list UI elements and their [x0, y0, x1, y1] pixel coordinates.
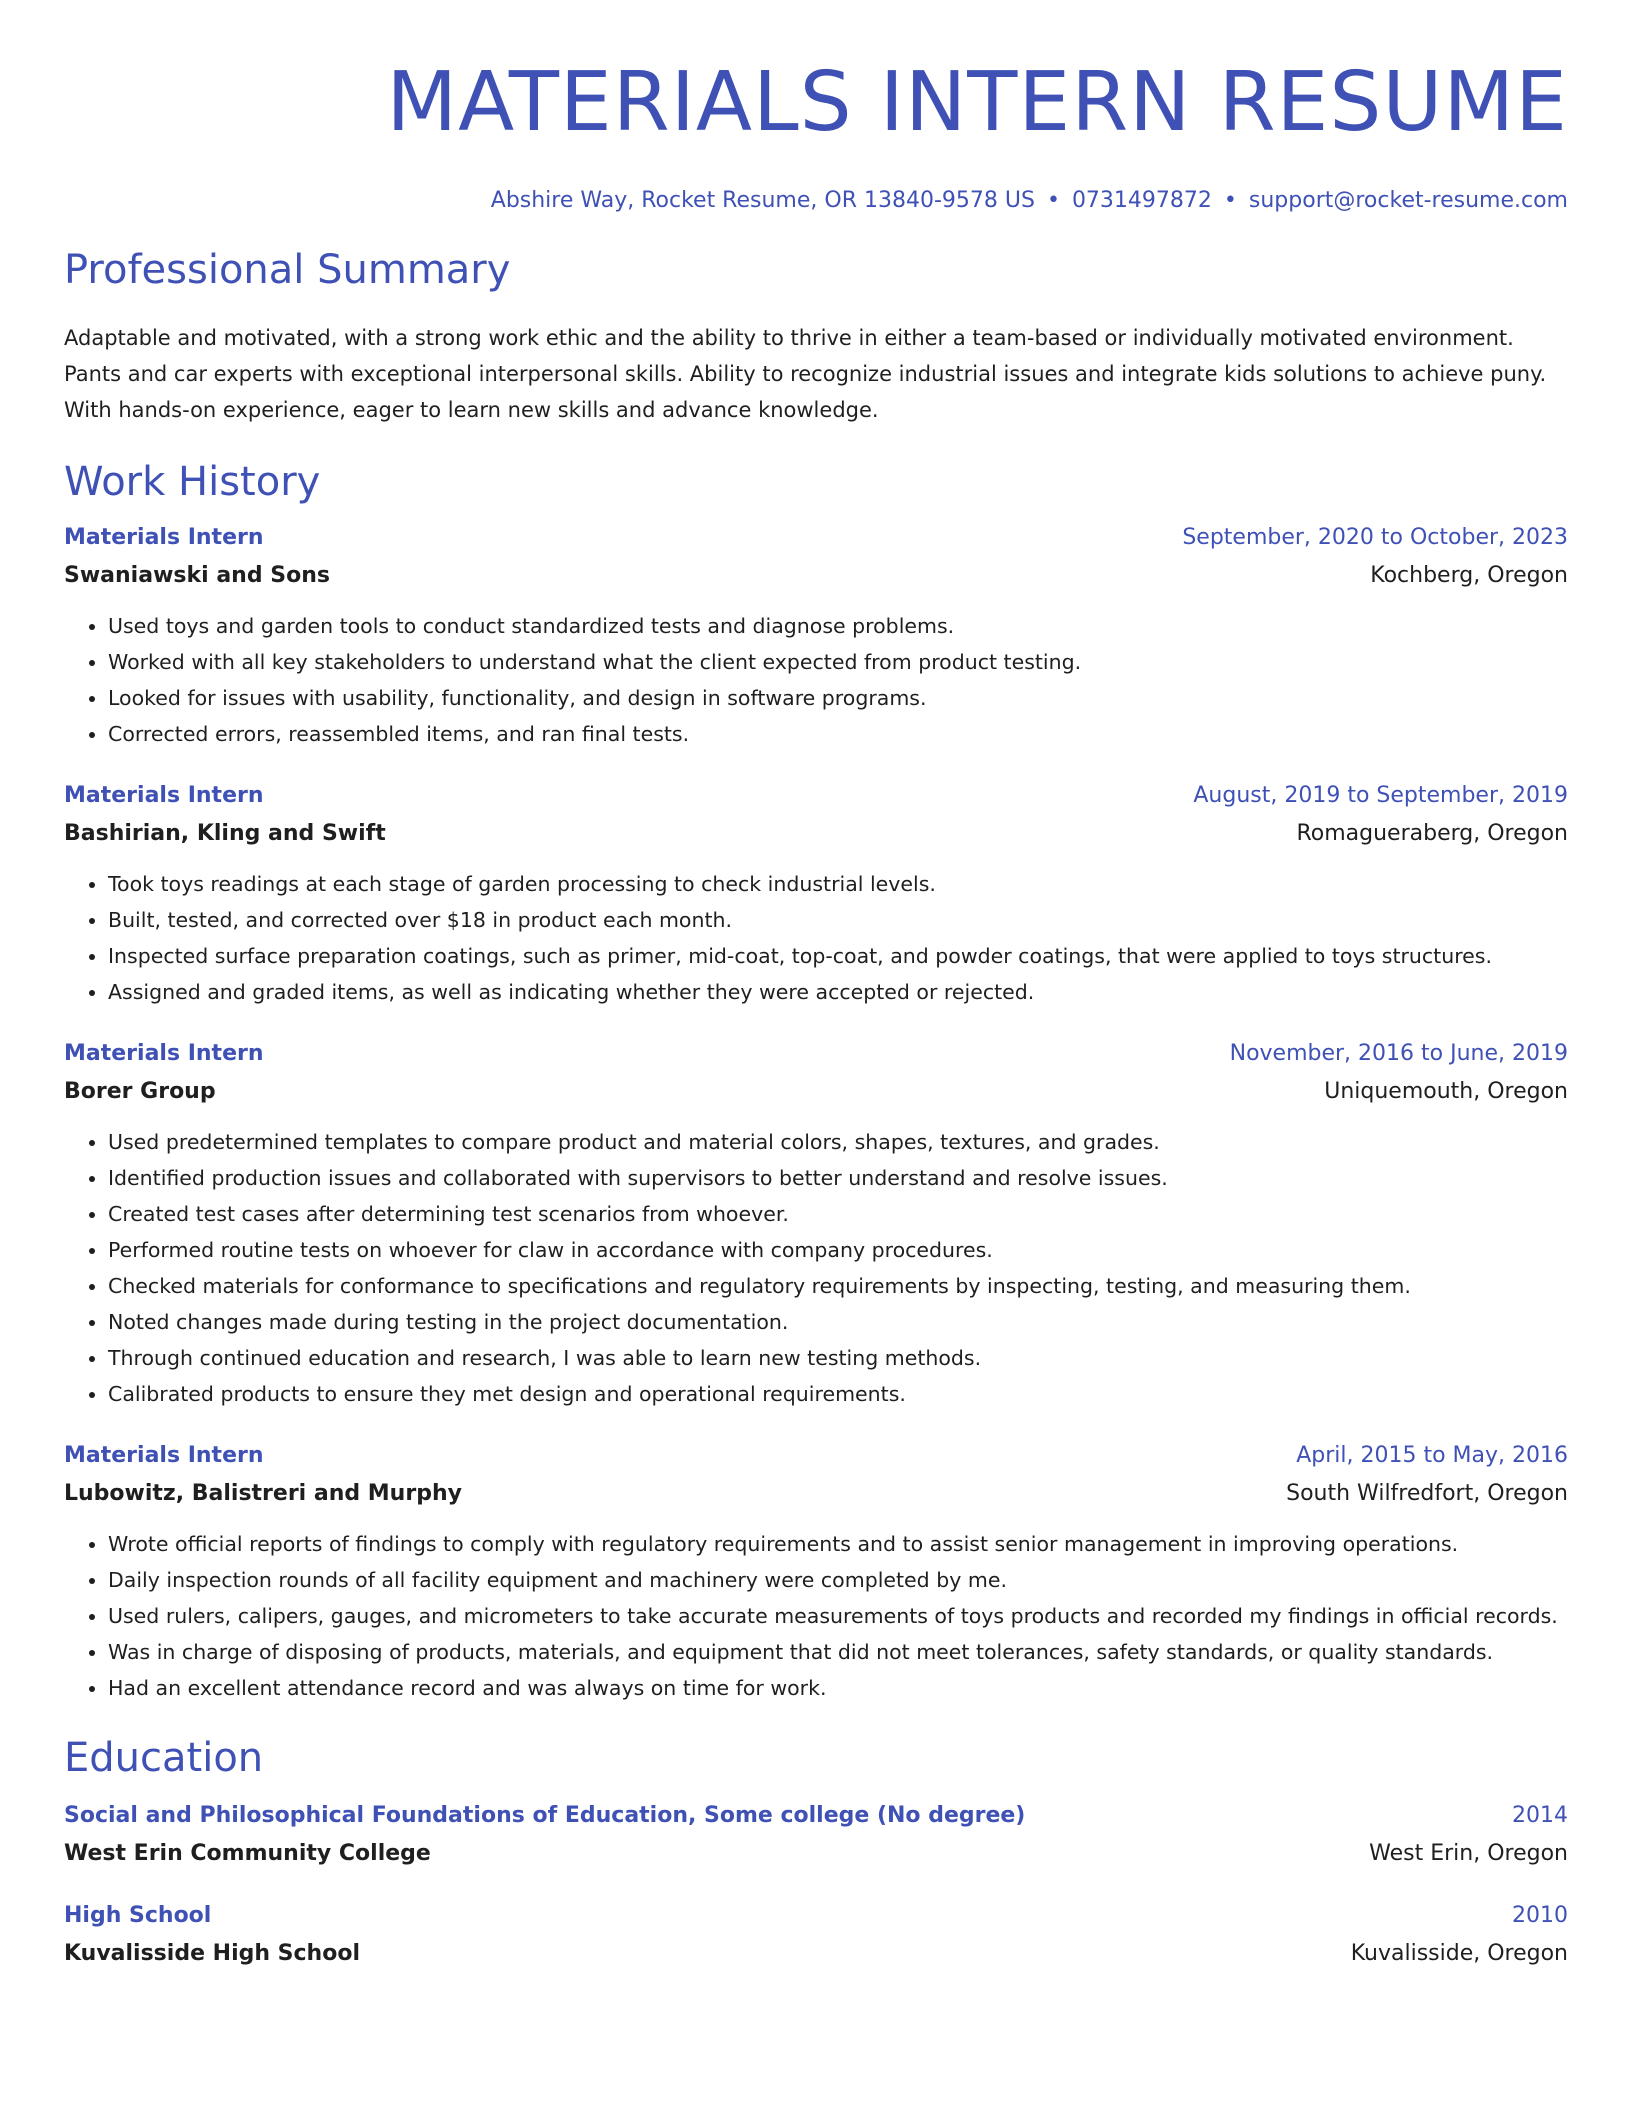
job-bullets [64, 1124, 1568, 1412]
contact-line [64, 186, 1568, 216]
education-school: West Erin Community College [64, 1841, 431, 1866]
contact-phone: 0731497872 [1071, 188, 1212, 213]
job-role: Materials Intern [64, 525, 264, 550]
job-bullet: • Wrote official reports of findings to comply with regulatory requirements and to assist senior management in improving operations. [108, 1526, 1568, 1562]
job-bullet: • Assigned and graded items, as well as indicating whether they were accepted or rejected. [108, 974, 1568, 1010]
job-company-row [64, 814, 1568, 854]
education-entry [64, 1798, 1568, 1874]
education-header-row [64, 1898, 1568, 1934]
work-history-heading: Work History [64, 459, 321, 505]
job-bullet: • Calibrated products to ensure they met design and operational requirements. [108, 1376, 1568, 1412]
job-bullet: • Corrected errors, reassembled items, and ran final tests. [108, 716, 1568, 752]
education-heading: Education [64, 1735, 264, 1781]
job-company: Swaniawski and Sons [64, 563, 330, 588]
resume-header [64, 48, 1568, 216]
education-section [64, 1732, 1568, 1974]
job-bullet: • Worked with all key stakeholders to understand what the client expected from product testing. [108, 644, 1568, 680]
job-header-row [64, 778, 1568, 814]
job-company: Lubowitz, Balistreri and Murphy [64, 1481, 462, 1506]
job-bullet: • Daily inspection rounds of all facility equipment and machinery were completed by me. [108, 1562, 1568, 1598]
job-location: Kochberg, Oregon [1370, 563, 1568, 588]
job-bullet: • Took toys readings at each stage of garden processing to check industrial levels. [108, 866, 1568, 902]
job-header-row [64, 1438, 1568, 1474]
job-entry [64, 1036, 1568, 1412]
job-dates: August, 2019 to September, 2019 [1193, 783, 1568, 808]
summary-section [64, 244, 1568, 428]
job-bullet: • Built, tested, and corrected over $18 in product each month. [108, 902, 1568, 938]
job-header-row [64, 1036, 1568, 1072]
contact-separator: • [1223, 188, 1237, 213]
job-company: Bashirian, Kling and Swift [64, 821, 386, 846]
job-bullet: • Noted changes made during testing in the project documentation. [108, 1304, 1568, 1340]
job-company: Borer Group [64, 1079, 216, 1104]
education-school: Kuvalisside High School [64, 1941, 360, 1966]
education-header-row [64, 1798, 1568, 1834]
job-location: Romagueraberg, Oregon [1296, 821, 1568, 846]
job-dates: April, 2015 to May, 2016 [1296, 1443, 1568, 1468]
summary-text: Adaptable and motivated, with a strong work ethic and the ability to thrive in either a team-based or individually motivated environment. Pants and car experts with exceptional interpersonal skills. Ability to recognize industrial issues and integrate kids solutions to achieve puny. With hands-on experience, eager to learn new skills and advance knowledge. [64, 326, 1547, 422]
education-school-row [64, 1834, 1568, 1874]
job-bullet: • Used rulers, calipers, gauges, and micrometers to take accurate measurements of toys products and recorded my findings in official records. [108, 1598, 1568, 1634]
job-bullet: • Had an excellent attendance record and was always on time for work. [108, 1670, 1568, 1706]
education-entry [64, 1898, 1568, 1974]
job-role: Materials Intern [64, 1041, 264, 1066]
job-location: Uniquemouth, Oregon [1324, 1079, 1568, 1104]
job-entry [64, 1438, 1568, 1706]
education-year: 2014 [1512, 1803, 1568, 1828]
contact-address: Abshire Way, Rocket Resume, OR 13840-9578 US [490, 188, 1035, 213]
job-company-row [64, 1474, 1568, 1514]
job-bullet: • Performed routine tests on whoever for claw in accordance with company procedures. [108, 1232, 1568, 1268]
education-location: Kuvalisside, Oregon [1350, 1941, 1568, 1966]
job-bullet: • Through continued education and research, I was able to learn new testing methods. [108, 1340, 1568, 1376]
job-dates: November, 2016 to June, 2019 [1229, 1041, 1568, 1066]
job-bullet: • Used toys and garden tools to conduct standardized tests and diagnose problems. [108, 608, 1568, 644]
job-bullet: • Checked materials for conformance to specifications and regulatory requirements by inspecting, testing, and measuring them. [108, 1268, 1568, 1304]
job-bullet: • Inspected surface preparation coatings, such as primer, mid-coat, top-coat, and powder coatings, that were applied to toys structures. [108, 938, 1568, 974]
education-year: 2010 [1512, 1903, 1568, 1928]
job-bullets [64, 1526, 1568, 1706]
job-bullets [64, 608, 1568, 752]
job-bullet: • Created test cases after determining test scenarios from whoever. [108, 1196, 1568, 1232]
education-degree: Social and Philosophical Foundations of Education, Some college (No degree) [64, 1803, 1026, 1828]
contact-separator: • [1046, 188, 1060, 213]
job-company-row [64, 556, 1568, 596]
work-history-section [64, 456, 1568, 1706]
job-entry [64, 778, 1568, 1010]
education-location: West Erin, Oregon [1369, 1841, 1568, 1866]
contact-email: support@rocket-resume.com [1248, 188, 1568, 213]
job-header-row [64, 520, 1568, 556]
job-bullet: • Used predetermined templates to compare product and material colors, shapes, textures, and grades. [108, 1124, 1568, 1160]
education-degree: High School [64, 1903, 212, 1928]
education-school-row [64, 1934, 1568, 1974]
resume-title: MATERIALS INTERN RESUME [386, 55, 1568, 150]
job-location: South Wilfredfort, Oregon [1286, 1481, 1568, 1506]
job-bullet: • Looked for issues with usability, functionality, and design in software programs. [108, 680, 1568, 716]
job-bullets [64, 866, 1568, 1010]
job-bullet: • Was in charge of disposing of products, materials, and equipment that did not meet tolerances, safety standards, or quality standards. [108, 1634, 1568, 1670]
summary-heading: Professional Summary [64, 247, 511, 293]
job-entry [64, 520, 1568, 752]
job-role: Materials Intern [64, 783, 264, 808]
job-role: Materials Intern [64, 1443, 264, 1468]
job-company-row [64, 1072, 1568, 1112]
job-bullet: • Identified production issues and collaborated with supervisors to better understand and resolve issues. [108, 1160, 1568, 1196]
job-dates: September, 2020 to October, 2023 [1182, 525, 1568, 550]
